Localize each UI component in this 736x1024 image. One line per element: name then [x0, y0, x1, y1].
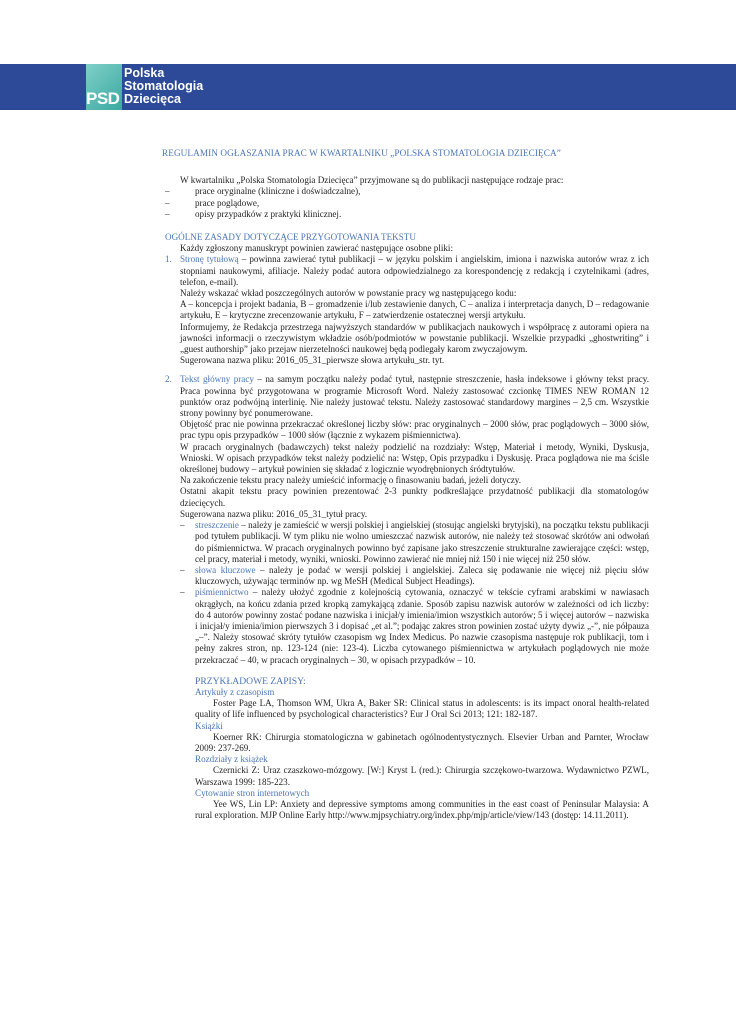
example-text: Koerner RK: Chirurgia stomatologiczna w gabinetach ogólnodentystycznych. Elsevier Urban and Parnter, Wrocław 2009: 237-269. [195, 731, 649, 753]
example-label: Cytowanie stron internetowych [195, 787, 310, 798]
general-lead: Każdy zgłoszony manuskrypt powinien zawierać następujące osobne pliki: [180, 243, 453, 254]
page-title: REGULAMIN OGŁASZANIA PRAC W KWARTALNIKU „POLSKA STOMATOLOGIA DZIECIĘCA” [162, 148, 561, 158]
example-label: Rozdziały z książek [195, 754, 268, 765]
term-title-page: Stronę tytułową [180, 254, 239, 265]
list-item: – prace poglądowe, [165, 197, 260, 208]
list-item: – prace oryginalne (kliniczne i doświadczalne), [165, 186, 361, 197]
example-text: Yee WS, Lin LP: Anxiety and depressive symptoms among communities in the east coast of Peninsular Malaysia: A rural exploration. MJP Online Early http://www.mjpsychiatry.org/index.php/mjp/article/view/143 (dostęp: 14.11.2011). [195, 798, 649, 821]
paragraph: Sugerowana nazwa pliku: 2016_05_31_pierwsze słowa artykułu_str. tyt. [180, 355, 445, 366]
sub-item-references: – piśmiennictwo – należy ułożyć zgodnie z kolejnością cytowania, oznaczyć w tekście cyframi arabskimi w nawiasach okrągłych, na końcu zdania przed kropką zamykającą zdanie. Sposób zapisu nazwisk autorów w zależności od ich liczby: do 4 autorów powinny zostać podane nazwiska i inicjał/y imienia/imion wszystkich autorów; 5 i więcej autorów – nazwiska i inicjał/y imienia/imion pierwszych 3 i dopisać „et al.”; podając zakres stron powinien zostać użyty dywiz „-”, nie półpauza „–”. Należy stosować skróty tytułów czasopism wg Index Medicus. Po nazwie czasopisma następuje rok publikacji, tom i pełny zakres stron, np. 123-124 (nie: 123-4). Liczba cytowanego piśmiennictwa w artykułach poglądowych nie może przekraczać – 40, w pracach oryginalnych – 30, w opisach przypadków – 10. [180, 587, 649, 665]
paragraph: Należy wskazać wkład poszczególnych autorów w powstanie pracy wg następującego kodu: [180, 288, 517, 299]
paragraph: Na zakończenie tekstu pracy należy umieścić informację o finasowaniu badań, jeżeli dotyczy. [180, 475, 522, 486]
term-main-text: Tekst główny pracy [180, 374, 254, 385]
list-item-title-page: 1. Stronę tytułową – powinna zawierać tytuł publikacji – w języku polskim i angielskim, imiona i nazwiska autorów wraz z ich stopniami naukowymi, afiliacje. Należy podać autora odpowiedzialnego za korespondencję z redakcją i czytelnikami (adres, telefon, e-mail). Należy wskazać wkład poszczególnych autorów w powstanie pracy wg następującego kodu: A – koncepcja i projekt badania, B – gromadzenie i/lub zestawienie danych, C – analiza i interpretacja danych, D – redagowanie artykułu, E – krytyczne zrecenzowanie artykułu, F – zatwierdzenie ostatecznej wersji artykułu. Informujemy, że Redakcja przestrzega najwyższych standardów w publikacjach naukowych i współpracę z autorami opiera na jawności informacji o rzeczywistym wkładzie osób/podmiotów w powstanie publikacji. Wszelkie przypadki „ghostwriting” i „guest authorship” jako przejaw nierzetelności naukowej będą podlegały karom zwyczajowym. Sugerowana nazwa pliku: 2016_05_31_pierwsze słowa artykułu_str. tyt. [165, 254, 649, 366]
paragraph: Objętość prac nie powinna przekraczać określonej liczby słów: prac oryginalnych – 2000 słów, prac poglądowych – 3000 słów, prac typu opis przypadków – 1000 słów (łącznie z wykazem piśmiennictwa). [180, 419, 649, 441]
logo-abbreviation: PSD [86, 89, 120, 108]
list-item-main-text: 2. Tekst główny pracy – na samym początku należy podać tytuł, następnie streszczenie, hasła indeksowe i główny tekst pracy. Praca powinna być przygotowana w programie Microsoft Word. Należy zastosować czcionkę TIMES NEW ROMAN 12 punktów oraz podwójną interlinię. Nie należy justować tekstu. Należy zastosować standardowy margines – 2,5 cm. Wszystkie strony powinny być ponumerowane. Objętość prac nie powinna przekraczać określonej liczby słów: prac oryginalnych – 2000 słów, prac poglądowych – 3000 słów, prac typu opis przypadków – 1000 słów (łącznie z wykazem piśmiennictwa). W pracach oryginalnych (badawczych) tekst należy podzielić na rozdziały: Wstęp, Materiał i metody, Wyniki, Dyskusja, Wnioski. W opisach przypadków tekst należy podzielić na: Wstęp, Opis przypadku i Dyskusję. Praca poglądowa nie ma ściśle określonej budowy – artykuł powinien się składać z logicznie wyodrębnionych śródtytułów. Na zakończenie tekstu pracy należy umieścić informację o finasowaniu badań, jeżeli dotyczy. Ostatni akapit tekstu pracy powinien prezentować 2-3 punkty podkreślające przydatność publikacji dla stomatologów dziecięcych. Sugerowana nazwa pliku: 2016_05_31_tytuł pracy. [165, 374, 649, 519]
section-heading-general: OGÓLNE ZASADY DOTYCZĄCE PRZYGOTOWANIA TEKSTU [165, 232, 416, 243]
examples-heading: PRZYKŁADOWE ZAPISY: [195, 675, 306, 687]
example-text: Czernicki Z: Uraz czaszkowo-mózgowy. [W:] Kryst L (red.): Chirurgia szczękowo-twarzowa. Wydawnictwo PZWL, Warszawa 1999: 185-223. [195, 765, 649, 787]
paragraph: W pracach oryginalnych (badawczych) tekst należy podzielić na rozdziały: Wstęp, Materiał i metody, Wyniki, Dyskusja, Wnioski. W opisach przypadków tekst należy podzielić na: Wstęp, Opis przypadku i Dyskusję. Praca poglądowa nie ma ściśle określonej budowy – artykuł powinien się składać z logicznie wyodrębnionych śródtytułów. [180, 441, 649, 475]
intro-section [165, 175, 649, 186]
journal-name-line3: Dziecięca [124, 92, 181, 106]
page-content [162, 148, 650, 821]
sub-item-keywords: – słowa kluczowe – należy je podać w wersji polskiej i angielskiej. Zaleca się podawanie nie więcej niż pięciu słów kluczowych, używając terminów np. wg MeSH (Medical Subject Headings). [180, 564, 650, 587]
example-text: Foster Page LA, Thomson WM, Ukra A, Baker SR: Clinical status in adolescents: is its impact onoral health-related quality of life influenced by psychological characteristics? Eur J Oral Sci 2013; 121: 182-187. [195, 698, 649, 720]
example-label: Książki [195, 720, 223, 731]
sub-item-abstract: – streszczenie – należy je zamieścić w wersji polskiej i angielskiej (stosując angielski brytyjski), na początku tekstu publikacji pod tytułem publikacji. W tym pliku nie wolno umieszczać nazwisk autorów, nie należy też stosować skrótów ani odwołań do piśmiennictwa. W pracach oryginalnych powinno być zapisane jako streszczenie strukturalne zawierające części: wstęp, cel pracy, materiał i metody, wyniki, wnioski. Powinno zawierać nie mniej niż 150 i nie więcej niż 250 słów. [180, 520, 649, 564]
paragraph: Sugerowana nazwa pliku: 2016_05_31_tytuł pracy. [180, 508, 368, 519]
paragraph: A – koncepcja i projekt badania, B – gromadzenie i/lub zestawienie danych, C – analiza i interpretacja danych, D – redagowanie artykułu, E – krytyczne zrecenzowanie artykułu, F – zatwierdzenie ostatecznej wersji artykułu. [180, 299, 649, 321]
journal-name [124, 67, 203, 106]
paragraph: Informujemy, że Redakcja przestrzega najwyższych standardów w publikacjach naukowych i współpracę z autorami opiera na jawności informacji o rzeczywistym wkładzie osób/podmiotów w powstanie publikacji. Wszelkie przypadki „ghostwriting” i „guest authorship” jako przejaw nierzetelności naukowej będą podlegały karom zwyczajowym. [180, 321, 649, 355]
journal-name-line2: Stomatologia [124, 79, 204, 93]
intro-text: W kwartalniku „Polska Stomatologia Dziecięca” przyjmowane są do publikacji następujące rodzaje prac: [180, 175, 564, 186]
list-item: – opisy przypadków z praktyki klinicznej. [165, 208, 342, 219]
paragraph: Ostatni akapit tekstu pracy powinien prezentować 2-3 punkty podkreślające przydatność publikacji dla stomatologów dziecięcych. [180, 486, 649, 508]
journal-name-line1: Polska [124, 66, 165, 80]
example-label: Artykuły z czasopism [195, 686, 275, 697]
